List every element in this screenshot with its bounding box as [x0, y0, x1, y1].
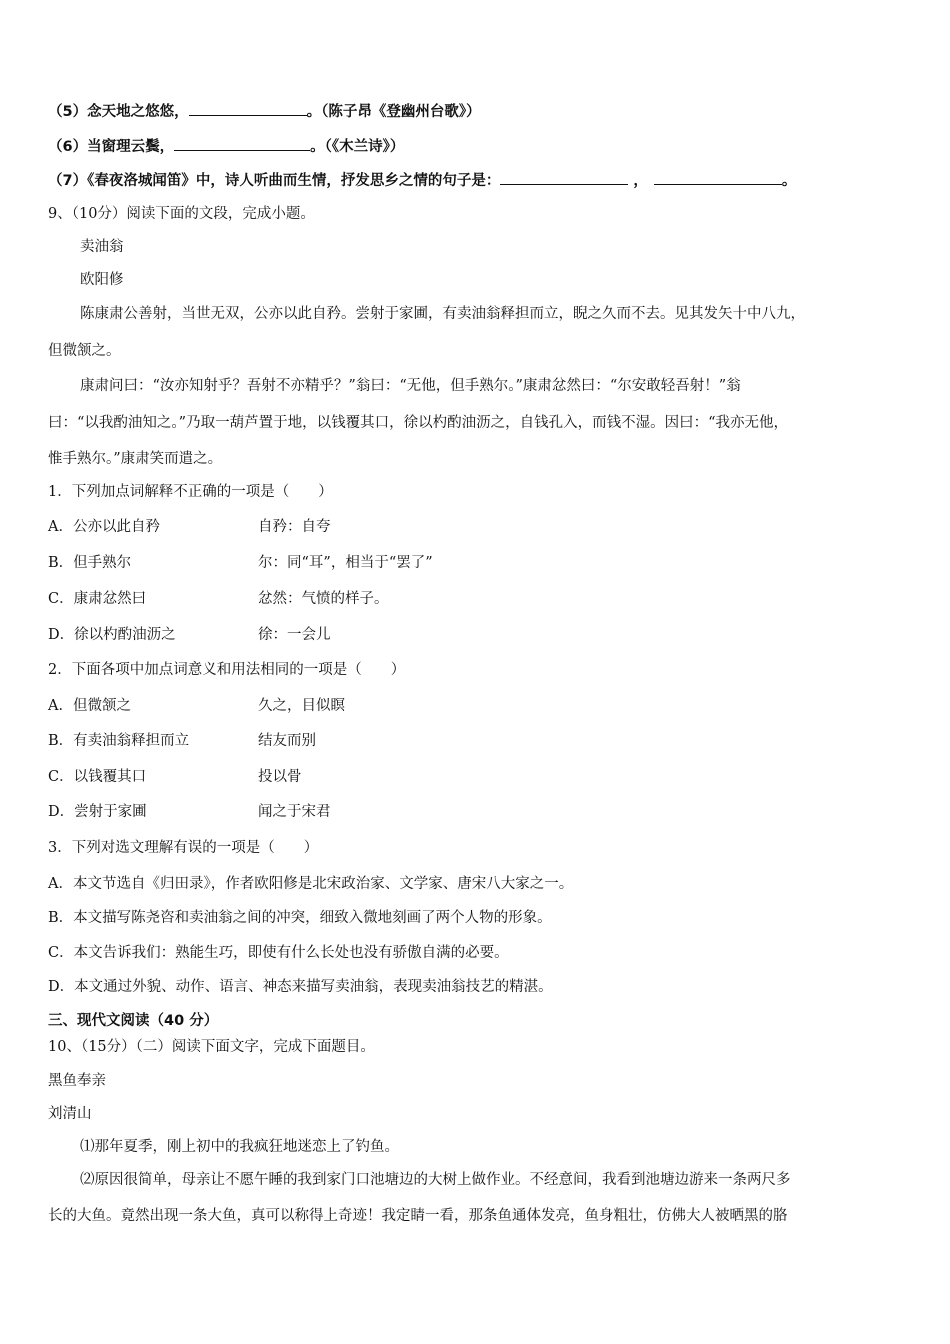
option-b[interactable]: B．本文描写陈尧咨和卖油翁之间的冲突，细致入微地刻画了两个人物的形象。 [48, 910, 552, 926]
passage-paragraph: ⑴那年夏季，刚上初中的我疯狂地迷恋上了钓鱼。 [80, 1139, 399, 1155]
option-d[interactable]: D．本文通过外貌、动作、语言、神态来描写卖油翁，表现卖油翁技艺的精湛。 [48, 979, 553, 995]
question-stem: 1．下列加点词解释不正确的一项是（ ） [48, 484, 333, 500]
fill-blank-7-mid: ， [628, 173, 648, 189]
option-c[interactable]: C．康肃忿然曰 [48, 591, 147, 607]
question-stem: 3．下列对选文理解有误的一项是（ ） [48, 840, 319, 856]
passage-paragraph: 陈康肃公善射，当世无双，公亦以此自矜。尝射于家圃，有卖油翁释担而立，睨之久而不去。见其发矢十中八九， [80, 306, 805, 322]
fill-blank-5 [48, 101, 481, 122]
passage-title: 卖油翁 [80, 239, 124, 255]
q10-header: 10、（15分）（二）阅读下面文字，完成下面题目。 [48, 1039, 375, 1055]
passage-author: 刘清山 [48, 1106, 92, 1122]
option-explanation: 尔：同“耳”，相当于“罢了” [258, 555, 433, 571]
fill-blank-6-suffix: 。（《木兰诗》） [310, 139, 405, 155]
option-explanation: 徐：一会儿 [258, 627, 331, 643]
passage-author: 欧阳修 [80, 272, 124, 288]
answer-blank[interactable] [654, 170, 782, 185]
fill-blank-7-suffix: 。 [781, 173, 797, 189]
option-a[interactable]: A．但微颔之 [48, 698, 131, 714]
option-c[interactable]: C．本文告诉我们：熟能生巧，即使有什么长处也没有骄傲自满的必要。 [48, 945, 509, 961]
fill-blank-6 [48, 136, 404, 157]
q9-header: 9、（10分）阅读下面的文段，完成小题。 [48, 206, 315, 222]
option-explanation: 结友而别 [258, 733, 316, 749]
answer-blank[interactable] [174, 136, 310, 151]
passage-title: 黑鱼奉亲 [48, 1073, 106, 1089]
option-a[interactable]: A．公亦以此自矜 [48, 519, 160, 535]
option-explanation: 投以骨 [258, 769, 302, 785]
option-explanation: 闻之于宋君 [258, 804, 331, 820]
passage-paragraph: 但微颔之。 [48, 343, 121, 359]
fill-blank-6-prefix: （6）当窗理云鬓， [48, 139, 175, 155]
option-d[interactable]: D．尝射于家圃 [48, 804, 147, 820]
fill-blank-7-prefix: （7）《春夜洛城闻笛》中，诗人听曲而生情，抒发思乡之情的句子是： [48, 173, 501, 189]
question-stem: 2．下面各项中加点词意义和用法相同的一项是（ ） [48, 662, 406, 678]
fill-blank-5-suffix: 。（陈子昂《登幽州台歌》） [306, 104, 481, 120]
fill-blank-7 [48, 170, 796, 191]
passage-paragraph: ⑵原因很简单，母亲让不愿午睡的我到家门口池塘边的大树上做作业。不经意间，我看到池塘边游来一条两尺多 [80, 1172, 791, 1188]
fill-blank-5-prefix: （5）念天地之悠悠， [48, 104, 189, 120]
passage-paragraph: 曰：“以我酌油知之。”乃取一葫芦置于地，以钱覆其口，徐以杓酌油沥之，自钱孔入，而钱不湿。因曰：“我亦无他， [48, 415, 788, 431]
passage-paragraph: 康肃问曰：“汝亦知射乎？吾射不亦精乎？”翁曰：“无他，但手熟尔。”康肃忿然曰：“尔安敢轻吾射！”翁 [80, 378, 741, 394]
passage-paragraph: 长的大鱼。竟然出现一条大鱼，真可以称得上奇迹！我定睛一看，那条鱼通体发亮，鱼身粗壮，仿佛大人被晒黑的胳 [48, 1208, 788, 1224]
option-a[interactable]: A．本文节选自《归田录》，作者欧阳修是北宋政治家、文学家、唐宋八大家之一。 [48, 876, 574, 892]
option-explanation: 久之，目似瞑 [258, 698, 345, 714]
section-heading: 三、现代文阅读（40 分） [48, 1013, 219, 1029]
option-d[interactable]: D．徐以杓酌油沥之 [48, 627, 176, 643]
option-explanation: 忿然：气愤的样子。 [258, 591, 389, 607]
option-b[interactable]: B．但手熟尔 [48, 555, 132, 571]
option-c[interactable]: C．以钱覆其口 [48, 769, 147, 785]
answer-blank[interactable] [500, 170, 628, 185]
answer-blank[interactable] [189, 101, 307, 116]
option-explanation: 自矜：自夸 [258, 519, 331, 535]
option-b[interactable]: B．有卖油翁释担而立 [48, 733, 190, 749]
passage-paragraph: 惟手熟尔。”康肃笑而遣之。 [48, 451, 223, 467]
